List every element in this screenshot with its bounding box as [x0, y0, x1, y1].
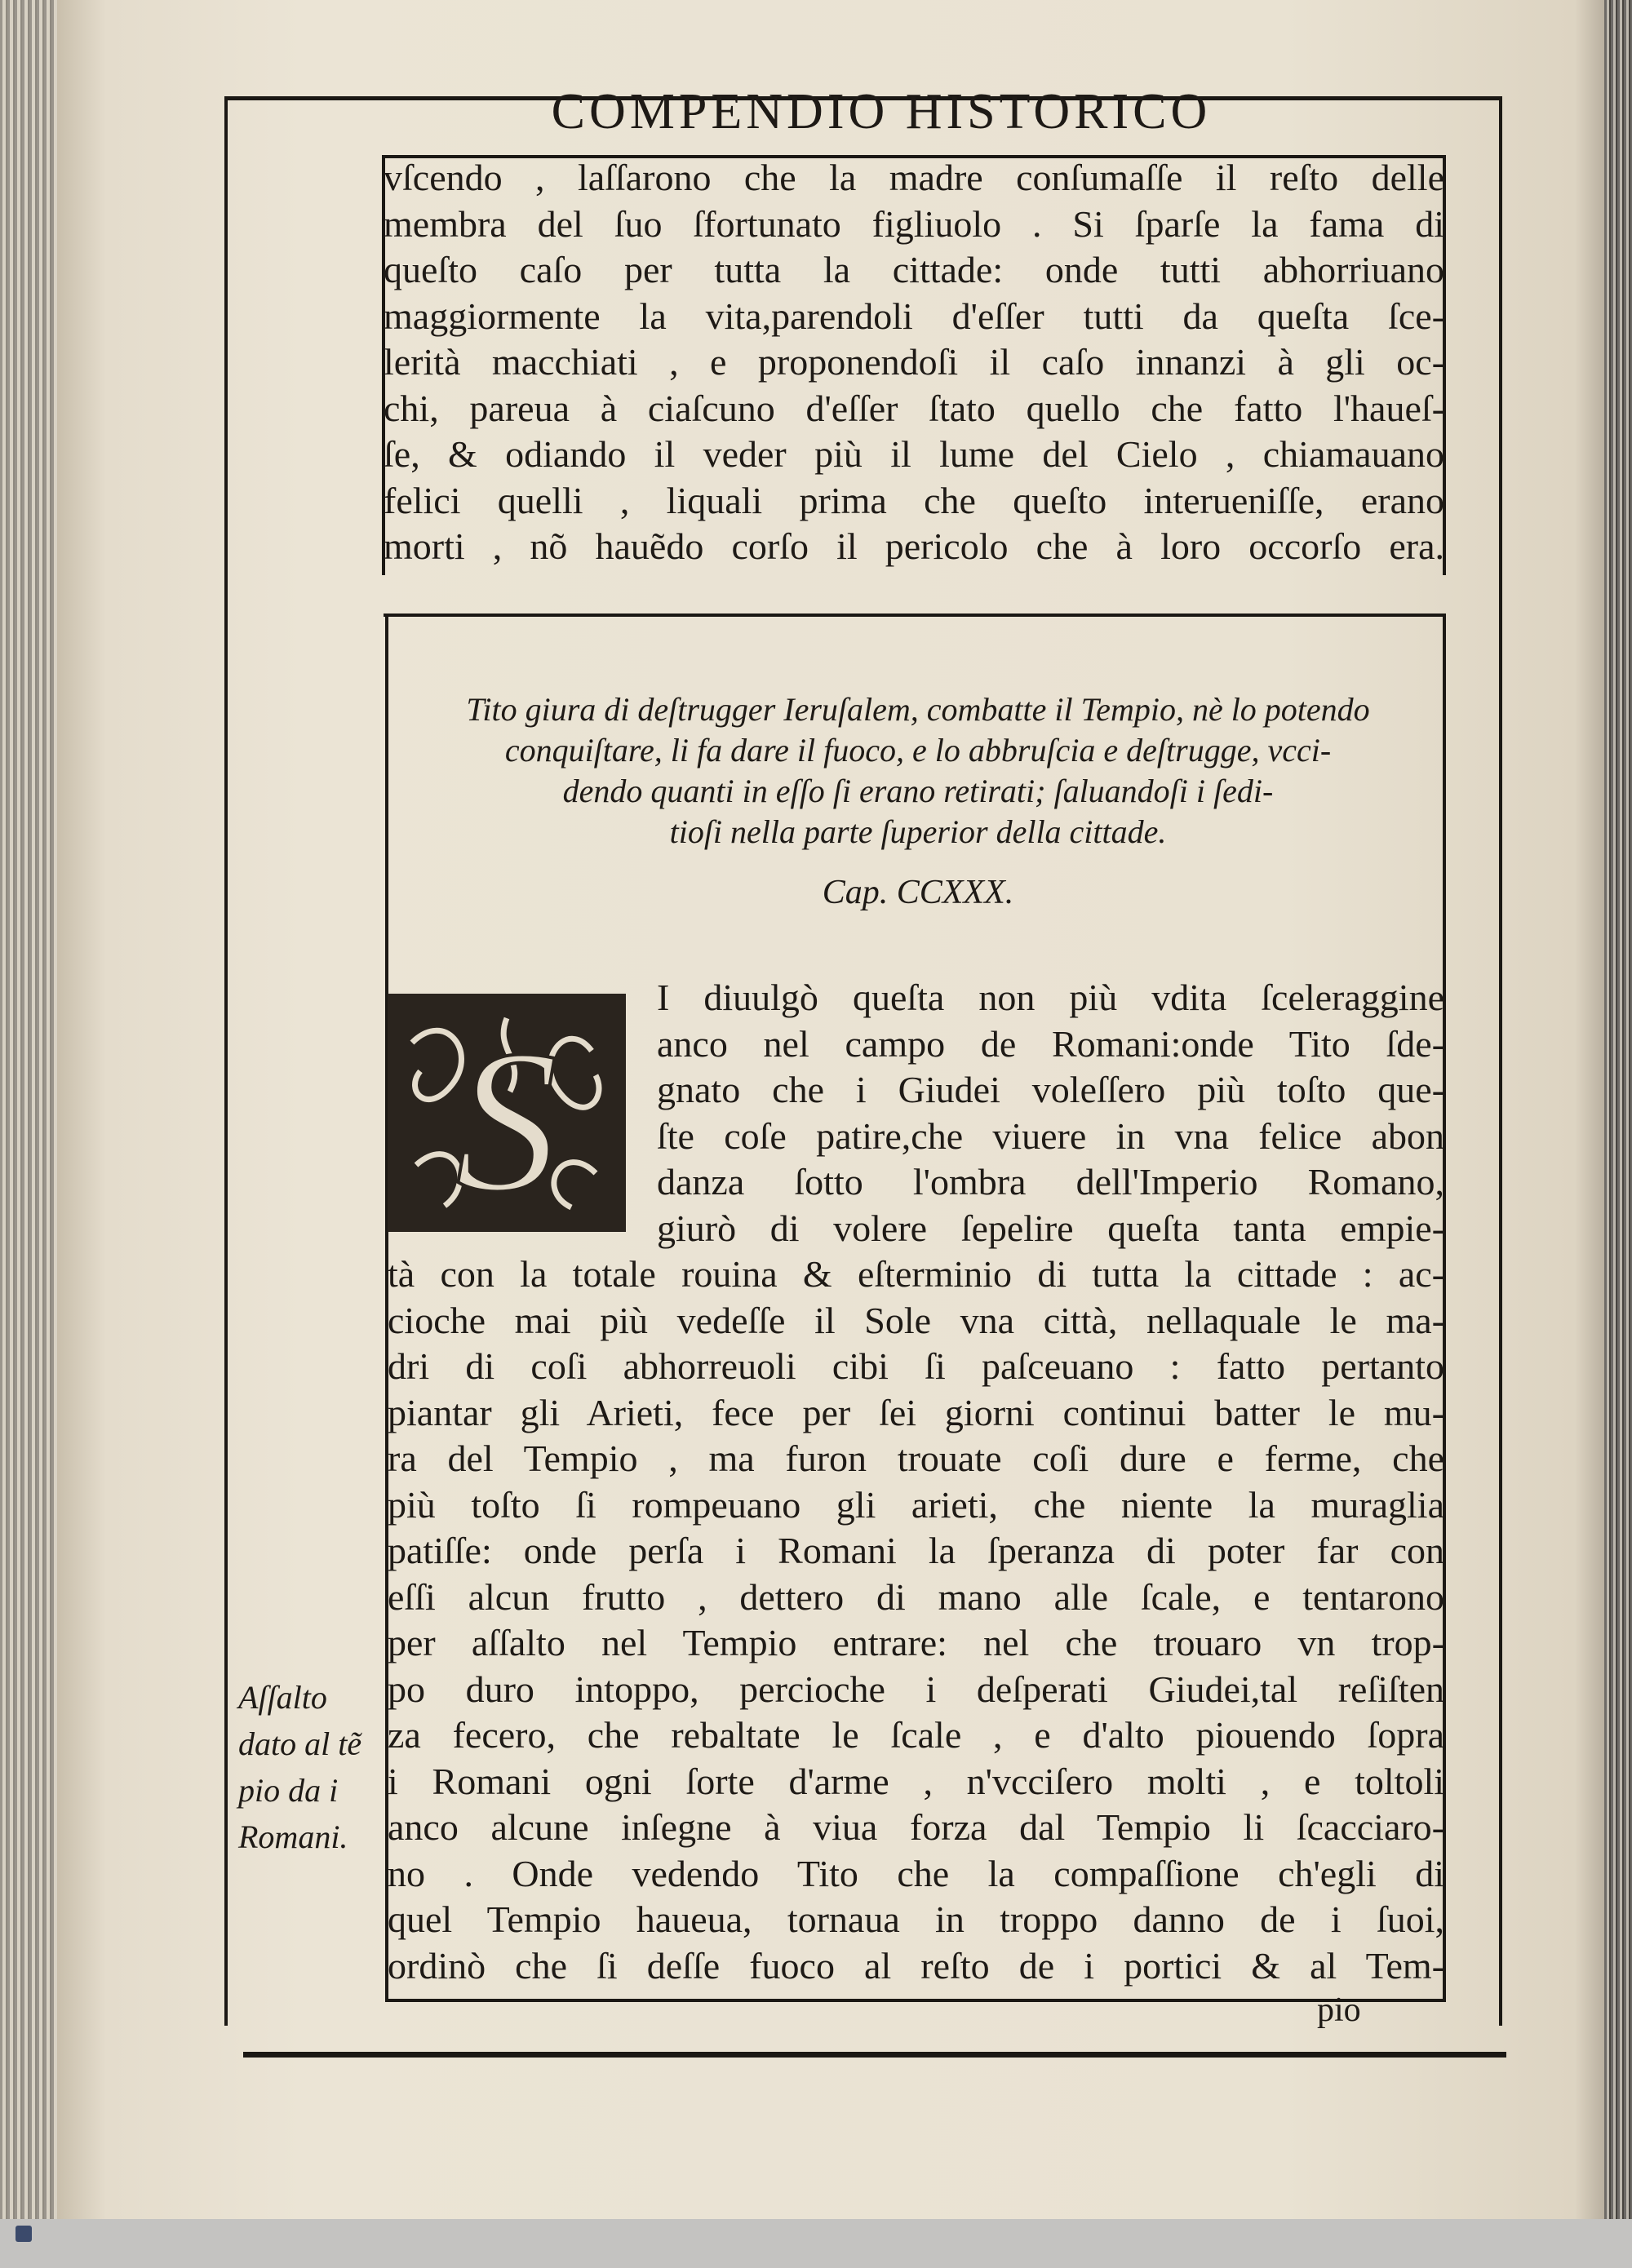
text-line: I diuulgò queſta non più vdita ſceleraggine — [657, 977, 1444, 1018]
text-line: più toſto ſi rompeuano gli arieti, che niente la muraglia — [388, 1483, 1444, 1526]
text-line: po duro intoppo, percioche i deſperati Giudei,tal reſiſten — [388, 1668, 1444, 1710]
text-line: chi, pareua à ciaſcuno d'eſſer ſtato quello che fatto l'haueſ- — [384, 387, 1444, 429]
text-line: maggiormente la vita,parendoli d'eſſer tutti da queſta ſce- — [384, 295, 1444, 337]
text-line: no . Onde vedendo Tito che la compaſſione ch'egli di — [388, 1852, 1444, 1894]
text-line: i Romani ogni ſorte d'arme , n'vcciſero molti , e toltoli — [388, 1760, 1444, 1802]
margin-note — [238, 1674, 377, 1860]
margin-note-line: Romani. — [238, 1818, 348, 1855]
text-line: eſſi alcun frutto , dettero di mano alle ſcale, e tentarono — [388, 1575, 1444, 1618]
text-line: membra del ſuo ſfortunato figliuolo . Si ſparſe la fama di — [384, 202, 1444, 245]
viewer-bottom-bar — [0, 2219, 1632, 2268]
margin-note-line: Aſſalto — [238, 1679, 327, 1716]
text-line: vſcendo , laſſarono che la madre conſumaſſe il reſto delle — [384, 157, 1444, 198]
text-line: ordinò che ſi deſſe fuoco al reſto de i portici & al Tem- — [388, 1944, 1444, 1987]
text-line: za fecero, che rebaltate le ſcale , e d'alto piouendo ſopra — [388, 1714, 1444, 1756]
caption-line: conquiſtare, li fa dare il fuoco, e lo abbruſcia e deſtrugge, vcci- — [504, 732, 1332, 769]
section-rule — [384, 614, 1444, 617]
text-line: dri di coſi abhorreuoli cibi ſi paſceuano : fatto pertanto — [388, 1345, 1444, 1387]
text-line: felici quelli , liquali prima che queſto interueniſſe, erano — [384, 479, 1444, 521]
book-edge-left — [0, 0, 57, 2219]
text-line: danza ſotto l'ombra dell'Imperio Romano, — [657, 1161, 1444, 1203]
upper-paragraph — [384, 155, 1444, 570]
body-first-lines — [657, 975, 1444, 1251]
text-line: quel Tempio haueua, tornaua in troppo danno de i ſuoi, — [388, 1898, 1444, 1940]
chapter-number: Cap. CCXXX. — [822, 874, 1014, 911]
chapter-caption — [388, 689, 1448, 853]
text-line: ſte coſe patire,che viuere in vna felice abon — [657, 1114, 1444, 1157]
drop-cap-letter: S — [455, 1008, 558, 1232]
box-bottom-rule — [385, 1999, 1446, 2002]
book-edge-right — [1604, 0, 1632, 2219]
text-line: per aſſalto nel Tempio entrare: nel che trouaro vn trop- — [388, 1622, 1444, 1663]
margin-note-line: dato al tẽ — [238, 1725, 362, 1762]
text-line: cioche mai più vedeſſe il Sole vna città, nellaquale le ma- — [388, 1299, 1444, 1341]
text-line: tà con la totale rouina & eſterminio di tutta la cittade : ac- — [388, 1253, 1444, 1295]
text-line: piantar gli Arieti, fece per ſei giorni continui batter le mu- — [388, 1391, 1444, 1433]
text-line: anco alcune inſegne à viua forza dal Tempio li ſcacciaro- — [388, 1806, 1444, 1848]
frame-bottom-rule — [243, 2052, 1506, 2058]
text-line: gnato che i Giudei voleſſero più toſto que- — [657, 1069, 1444, 1110]
text-line: giurò di volere ſepelire queſta tanta empie- — [657, 1207, 1444, 1249]
text-line: lerità macchiati , e proponendoſi il caſo innanzi à gli oc- — [384, 341, 1444, 383]
caption-line: tioſi nella parte ſuperior della cittade. — [669, 813, 1167, 850]
text-line: ſe, & odiando il veder più il lume del Cielo , chiamauano — [384, 433, 1444, 475]
text-line: patiſſe: onde perſa i Romani la ſperanza di poter far con — [388, 1530, 1444, 1571]
library-logo-icon — [11, 2226, 36, 2261]
text-line: ra del Tempio , ma furon trouate coſi dure e ferme, che — [388, 1437, 1444, 1479]
text-line: morti , nõ hauẽdo corſo il pericolo che à loro occorſo era. — [384, 525, 1444, 567]
caption-line: Tito giura di deſtrugger Ieruſalem, combatte il Tempio, nè lo potendo — [466, 691, 1370, 728]
margin-note-line: pio da i — [238, 1772, 339, 1809]
catchword: pio — [1317, 1991, 1361, 2029]
text-line: anco nel campo de Romani:onde Tito ſde- — [657, 1022, 1444, 1065]
text-line: queſto caſo per tutta la cittade: onde tutti abhorriuano — [384, 249, 1444, 290]
drop-cap-ornament — [388, 994, 626, 1232]
caption-line: dendo quanti in eſſo ſi erano retirati; ſaluandoſi i ſedi- — [562, 773, 1274, 809]
body-rest-lines — [388, 1251, 1444, 1989]
running-head: COMPENDIO HISTORICO — [551, 84, 1212, 140]
